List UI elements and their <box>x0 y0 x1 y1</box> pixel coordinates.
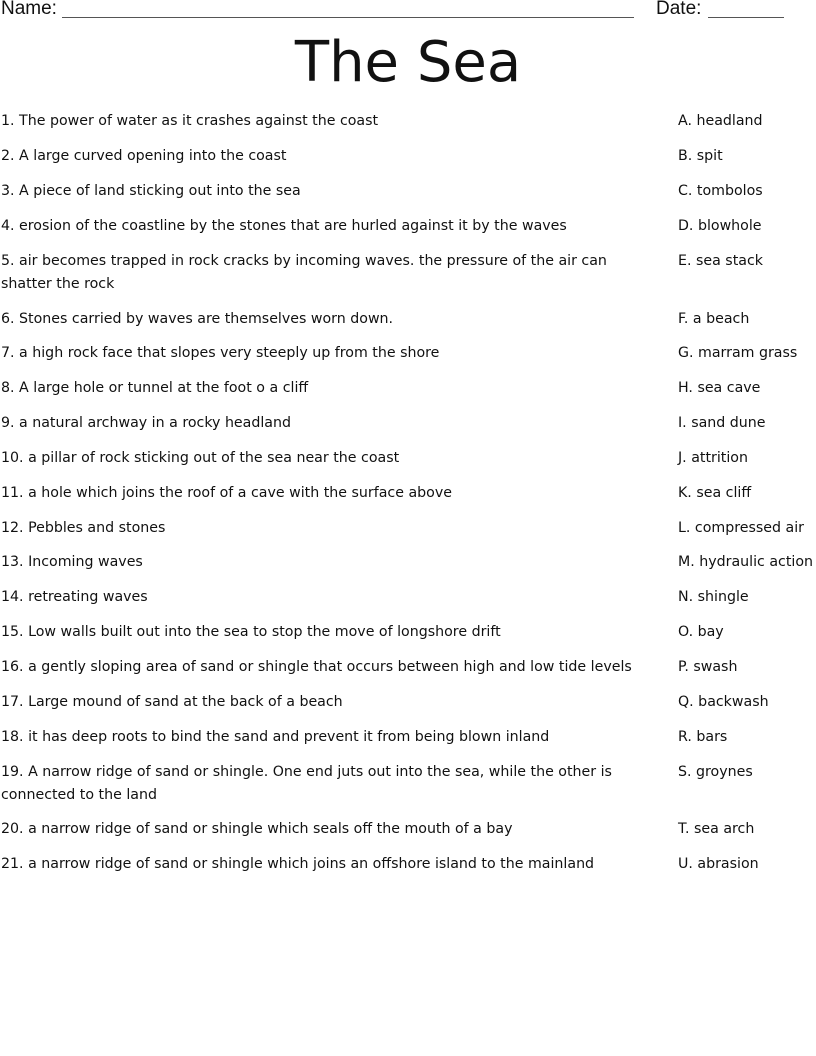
clue-text: 10. a pillar of rock sticking out of the sea near the coast <box>1 450 400 466</box>
clue-text: 1. The power of water as it crashes against the coast <box>1 113 379 129</box>
clue-text: 3. A piece of land sticking out into the sea <box>1 183 301 199</box>
clue-text: 20. a narrow ridge of sand or shingle which seals off the mouth of a bay <box>1 821 513 837</box>
answer-option: K. sea cliff <box>678 485 752 501</box>
clue-text: 8. A large hole or tunnel at the foot o a cliff <box>1 380 309 396</box>
name-blank-line <box>62 17 634 18</box>
answer-option: G. marram grass <box>678 345 798 361</box>
answer-option: A. headland <box>678 113 763 129</box>
clue-text: 4. erosion of the coastline by the stones that are hurled against it by the waves <box>1 218 567 234</box>
answer-option: S. groynes <box>678 764 753 780</box>
clue-text: 6. Stones carried by waves are themselves worn down. <box>1 311 394 327</box>
clue-text: 19. A narrow ridge of sand or shingle. One end juts out into the sea, while the other is connected to the land <box>1 764 612 803</box>
answer-option: U. abrasion <box>678 856 759 872</box>
clue-text: 12. Pebbles and stones <box>1 520 166 536</box>
answer-option: P. swash <box>678 659 738 675</box>
answer-option: C. tombolos <box>678 183 763 199</box>
date-label: Date: <box>656 0 702 19</box>
clue-text: 16. a gently sloping area of sand or shingle that occurs between high and low tide levels <box>1 659 632 675</box>
clue-text: 11. a hole which joins the roof of a cave with the surface above <box>1 485 452 501</box>
answer-option: J. attrition <box>678 450 748 466</box>
answer-option: F. a beach <box>678 311 750 327</box>
clue-text: 5. air becomes trapped in rock cracks by incoming waves. the pressure of the air can shatter the rock <box>1 253 607 292</box>
answer-option: I. sand dune <box>678 415 766 431</box>
answer-option: E. sea stack <box>678 253 763 269</box>
clue-text: 17. Large mound of sand at the back of a beach <box>1 694 343 710</box>
clue-text: 18. it has deep roots to bind the sand and prevent it from being blown inland <box>1 729 550 745</box>
clue-text: 15. Low walls built out into the sea to stop the move of longshore drift <box>1 624 501 640</box>
clue-text: 13. Incoming waves <box>1 554 143 570</box>
answer-option: M. hydraulic action <box>678 554 814 570</box>
clue-text: 21. a narrow ridge of sand or shingle which joins an offshore island to the mainland <box>1 856 595 872</box>
clue-text: 7. a high rock face that slopes very steeply up from the shore <box>1 345 440 361</box>
answer-option: R. bars <box>678 729 728 745</box>
clue-text: 2. A large curved opening into the coast <box>1 148 287 164</box>
answer-option: H. sea cave <box>678 380 761 396</box>
answer-option: T. sea arch <box>678 821 755 837</box>
answer-option: B. spit <box>678 148 723 164</box>
answer-option: O. bay <box>678 624 724 640</box>
answer-option: D. blowhole <box>678 218 762 234</box>
answer-option: Q. backwash <box>678 694 769 710</box>
page-title: The Sea <box>294 30 522 95</box>
header-row <box>0 0 816 22</box>
clue-text: 9. a natural archway in a rocky headland <box>1 415 291 431</box>
name-label: Name: <box>1 0 57 19</box>
answer-option: N. shingle <box>678 589 749 605</box>
answer-option: L. compressed air <box>678 520 804 536</box>
clue-text: 14. retreating waves <box>1 589 148 605</box>
date-blank-line <box>708 17 784 18</box>
